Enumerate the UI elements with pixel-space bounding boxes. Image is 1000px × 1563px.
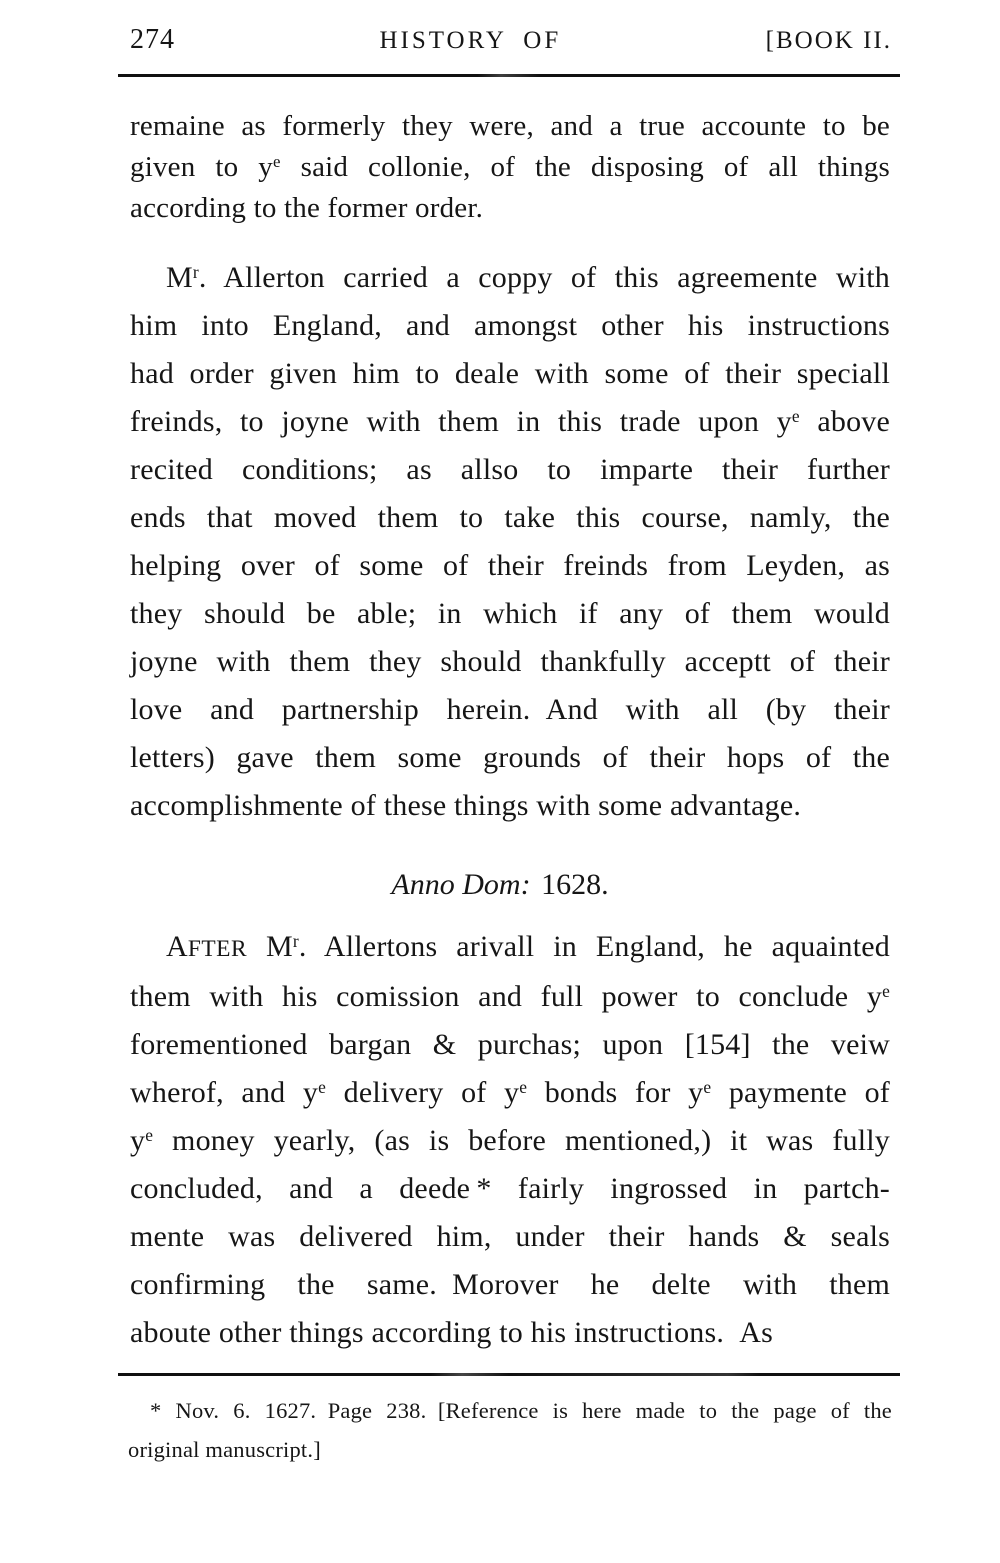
- section-heading-year: 1628.: [541, 868, 609, 901]
- text-line: recited conditions; as allso to imparte their further: [130, 453, 890, 486]
- text-line: accomplishmente of these things with some advantage.: [130, 789, 802, 822]
- text-line: letters) gave them some grounds of their hops of the: [130, 741, 890, 774]
- footnote: [128, 1391, 892, 1469]
- text-line: remaine as formerly they were, and a true accounte to be: [130, 110, 890, 142]
- text-line: had order given him to deale with some of their speciall: [130, 357, 890, 390]
- text-line: mente was delivered him, under their hands & seals: [130, 1220, 890, 1253]
- paragraph-continuation: [130, 106, 890, 229]
- text-line: love and partnership herein. And with all (by their: [130, 693, 890, 726]
- running-header: [0, 0, 1000, 56]
- book-label: [BOOK II.: [765, 27, 892, 54]
- header-rule: [118, 74, 900, 77]
- section-heading-anno-dom: Anno Dom:: [391, 868, 531, 901]
- text-line: aboute other things according to his instructions. As: [130, 1316, 774, 1349]
- text-line: they should be able; in which if any of them would: [130, 597, 890, 630]
- text-line: concluded, and a deede * fairly ingrossed in partch-: [130, 1172, 890, 1205]
- text-line: given to $y^e$ said collonie, of the disposing of all things: [130, 151, 890, 183]
- text-line: them with his comission and full power to conclude $y^e$: [130, 980, 890, 1013]
- text-line: freinds, to joyne with them in this trade upon $y^e$ above: [130, 405, 890, 438]
- text-line: wherof, and $y^e$ delivery of $y^e$ bonds for $y^e$ paymente of: [130, 1076, 890, 1109]
- text-line: AFTER $M^r$. Allertons arivall in England, he aquainted: [166, 930, 891, 963]
- text-line: $M^r$. Allerton carried a coppy of this agreemente with: [166, 261, 890, 294]
- running-title: HISTORY OF: [379, 27, 562, 54]
- text-line: forementioned bargan & purchas; upon [154] the veiw: [130, 1028, 890, 1061]
- page-number: 274: [130, 24, 175, 55]
- text-line: helping over of some of their freinds from Leyden, as: [130, 549, 890, 582]
- text-line: ends that moved them to take this course, namly, the: [130, 501, 890, 534]
- text-line: him into England, and amongst other his instructions: [130, 309, 890, 342]
- paragraph-allerton-agreement: [130, 254, 890, 830]
- footnote-rule: [118, 1373, 900, 1376]
- text-line: $y^e$ money yearly, (as is before mentioned,) it was fully: [130, 1124, 890, 1157]
- text-line: confirming the same. Morover he delte with them: [130, 1268, 890, 1301]
- section-heading: [0, 864, 1000, 906]
- paragraph-anno-1628: [130, 923, 890, 1357]
- text-line: * Nov. 6. 1627. Page 238. [Reference is here made to the page of the: [150, 1398, 892, 1423]
- text-line: joyne with them they should thankfully acceptt of their: [130, 645, 890, 678]
- text-line: original manuscript.]: [128, 1437, 321, 1462]
- text-line: according to the former order.: [130, 192, 484, 224]
